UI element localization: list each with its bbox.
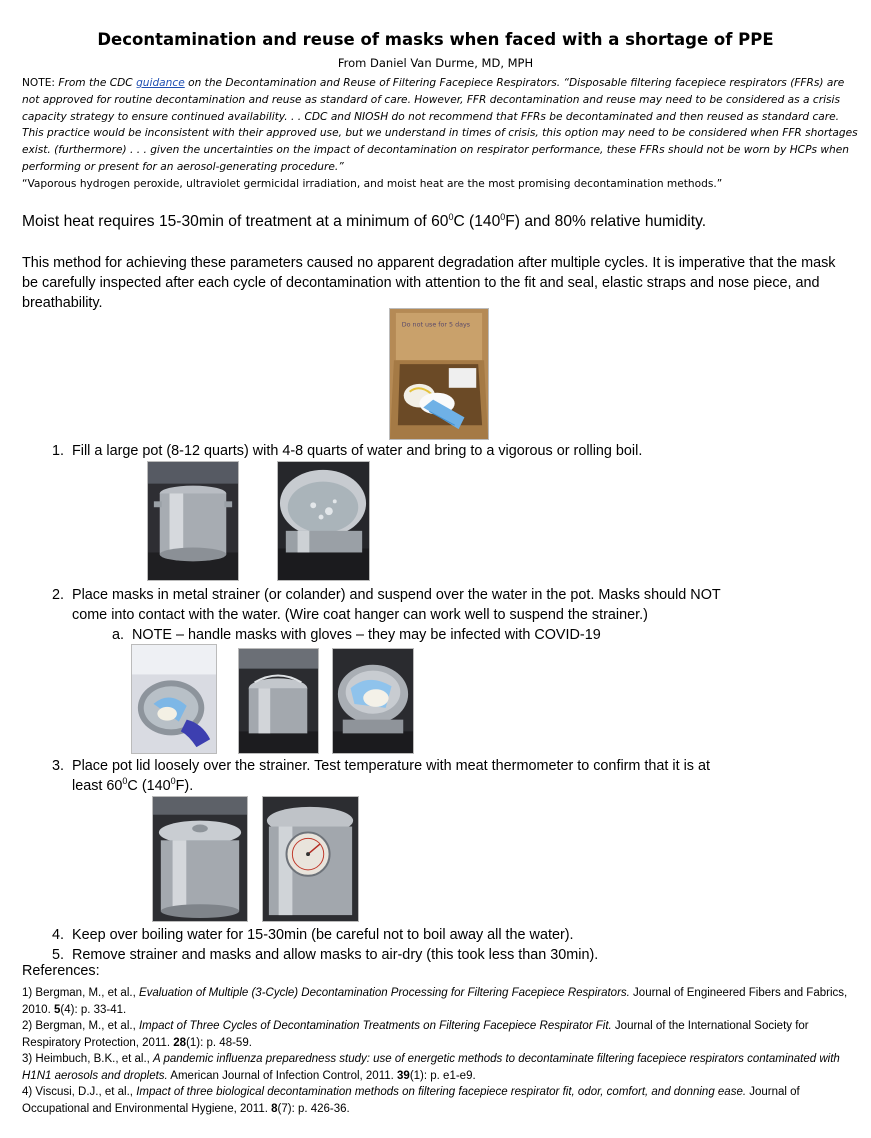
box-handwriting: Do not use for 5 days — [401, 320, 471, 329]
cdc-guidance-link[interactable]: guidance — [136, 77, 185, 89]
step-text-line-2: come into contact with the water. (Wire coat hanger can work well to suspend the strainer.) — [72, 607, 648, 623]
note-lead: NOTE: — [22, 77, 55, 89]
reference-4 — [22, 1084, 852, 1117]
ref-title: Impact of Three Cycles of Decontamination Treatments on Filtering Facepiece Respirator Fit. — [138, 1020, 612, 1032]
ref-volume: 39 — [397, 1069, 410, 1082]
ref-authors: 4) Viscusi, D.J., et al., — [22, 1086, 137, 1098]
reference-2 — [22, 1018, 852, 1051]
step-2a — [100, 625, 800, 645]
ref-volume: 8 — [271, 1102, 278, 1115]
strainer-over-pot-photo — [238, 648, 319, 754]
ref-authors: 1) Bergman, M., et al., — [22, 987, 139, 999]
step-number: 4. — [51, 927, 64, 943]
masks-in-strainer-gloved-photo — [131, 644, 217, 754]
ref-journal: Journal of Engineered Fibers and Fabrics, 2010. — [22, 987, 848, 1016]
step-text-line-2 — [72, 776, 193, 796]
note-body: on the Decontamination and Reuse of Filtering Facepiece Respirators. “Disposable filtering facepiece respirators (FFRs) are not approved for routine decontamination and reuse as standard of care. However, FFR decontamination and reuse may need to be considered as a crisis capacity strategy to ensure continued availability. . . CDC and NIOSH do not recommend that FFRs be decontaminated and then reused as standard care. This practice would be inconsistent with their approved use, but we understand in times of crisis, this option may need to be considered when FFR shortages exist. (furthermore) . . . given the uncertainties on the impact of decontamination on respirator performance, these FFRs should not be worn by HCPs when performing or present for an aerosol-generating procedure.” — [22, 77, 858, 173]
ref-pages: (4): p. 33-41. — [60, 1003, 127, 1016]
references-heading: References: — [22, 963, 100, 979]
step-3-a: least 60 — [72, 778, 123, 794]
step-number: 3. — [51, 758, 64, 774]
meat-thermometer-photo — [262, 796, 359, 922]
step-number: 1. — [51, 443, 64, 459]
intro-paragraph-2: This method for achieving these parameters caused no apparent degradation after multiple cycles. It is imperative that the mask be carefully inspected after each cycle of decontamination with attention to the fit and seal, elastic straps and nose piece, and breathability. — [22, 255, 836, 311]
step-text: Remove strainer and masks and allow masks to air-dry (this took less than 30min). — [72, 947, 599, 963]
ref-title: Impact of three biological decontamination methods on filtering facepiece respirator fit, odor, comfort, and donning ease. — [136, 1086, 747, 1098]
step-text: Keep over boiling water for 15-30min (be careful not to boil away all the water). — [72, 927, 574, 943]
step-4 — [40, 925, 840, 945]
step-3 — [40, 756, 860, 796]
intro-p1-b: C (140 — [453, 213, 501, 230]
note-last-line: “Vaporous hydrogen peroxide, ultraviolet germicidal irradiation, and moist heat are the most promising decontamination methods.” — [22, 177, 723, 190]
ref-pages: (7): p. 426-36. — [277, 1102, 350, 1115]
degree-sup: 0 — [122, 776, 128, 787]
step-3-c: F). — [175, 778, 194, 794]
step-number: a. — [111, 627, 124, 643]
step-number: 2. — [51, 587, 64, 603]
degree-sup: 0 — [448, 211, 454, 222]
ref-title: Evaluation of Multiple (3-Cycle) Decontamination Processing for Filtering Facepiece Respirators. — [138, 987, 630, 999]
ref-pages: (1): p. 48-59. — [186, 1036, 252, 1049]
cardboard-box-photo — [389, 308, 489, 440]
pot-on-stove-photo — [147, 461, 239, 581]
boiling-water-photo — [277, 461, 370, 581]
step-text: NOTE – handle masks with gloves – they may be infected with COVID-19 — [132, 627, 601, 643]
ref-volume: 28 — [173, 1036, 187, 1049]
ref-journal: Journal of Occupational and Environmental Hygiene, 2011. — [22, 1086, 800, 1115]
ref-pages: (1): p. e1-e9. — [409, 1069, 476, 1082]
intro-p1-c: F) and 80% relative humidity. — [505, 213, 707, 230]
step-text: Fill a large pot (8-12 quarts) with 4-8 quarts of water and bring to a vigorous or rolling boil. — [72, 443, 643, 459]
intro-p1-a: Moist heat requires 15-30min of treatment at a minimum of 60 — [22, 213, 449, 230]
step-5 — [40, 945, 840, 965]
step-2 — [40, 585, 860, 625]
degree-sup: 0 — [170, 776, 176, 787]
step-1 — [40, 441, 850, 461]
degree-sup: 0 — [500, 211, 506, 222]
masks-above-pot-photo — [332, 648, 414, 754]
ref-authors: 3) Heimbuch, B.K., et al., — [22, 1053, 154, 1065]
step-text-line-1: Place masks in metal strainer (or colander) and suspend over the water in the pot. Masks should NOT — [72, 587, 721, 603]
ref-title: A pandemic influenza preparedness study: use of energetic methods to decontaminate filtering facepiece respirators contaminated with H1N1 aerosols and droplets. — [22, 1053, 840, 1082]
cdc-note — [22, 75, 858, 193]
intro-paragraph-1 — [22, 213, 862, 231]
step-text-line-1: Place pot lid loosely over the strainer. Test temperature with meat thermometer to confirm that it is at — [72, 758, 710, 774]
reference-1 — [22, 985, 852, 1018]
document-title: Decontamination and reuse of masks when faced with a shortage of PPE — [97, 30, 774, 49]
note-pre-link: From the CDC — [58, 77, 133, 89]
ref-journal: Journal of the International Society for Respiratory Protection, 2011. — [22, 1020, 809, 1049]
pot-with-lid-photo — [152, 796, 248, 922]
step-3-b: C (140 — [127, 778, 171, 794]
step-number: 5. — [51, 947, 64, 963]
ref-authors: 2) Bergman, M., et al., — [22, 1020, 139, 1032]
author-byline: From Daniel Van Durme, MD, MPH — [337, 56, 534, 70]
ref-journal: American Journal of Infection Control, 2011. — [167, 1069, 398, 1082]
ref-volume: 5 — [53, 1003, 61, 1016]
reference-3 — [22, 1051, 852, 1084]
